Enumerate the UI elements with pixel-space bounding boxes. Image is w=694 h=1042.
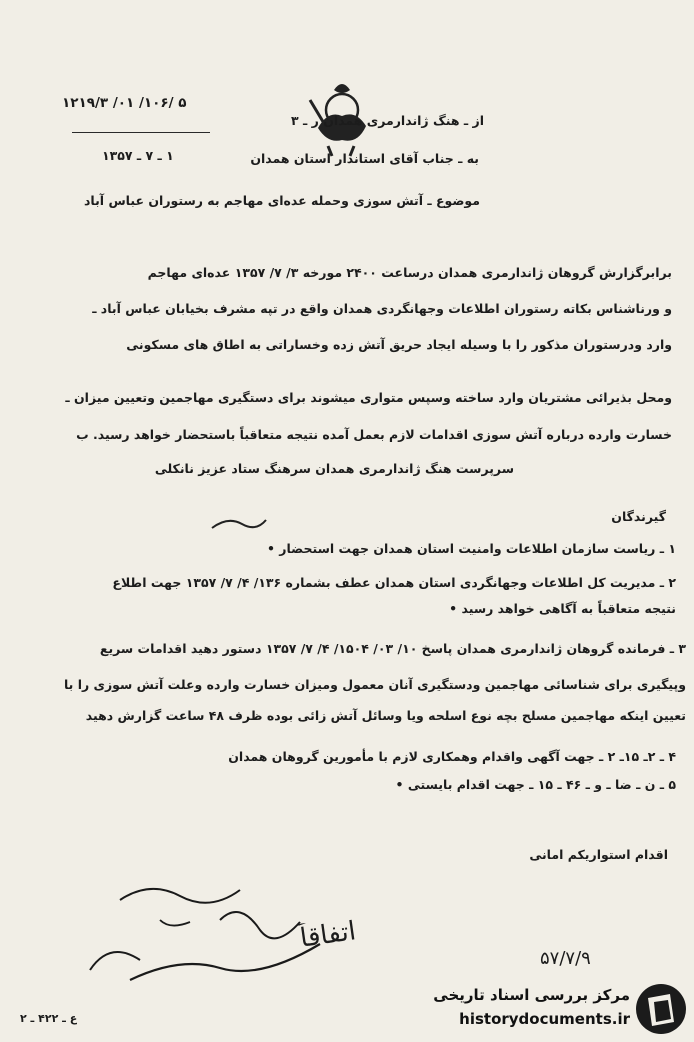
recipient-item-2: ۲ ـ مدیریت کل اطلاعات وجهانگردی استان همدان عطف بشماره ۱۳۶/ ۴/ ۷/ ۱۳۵۷ جهت اطلاع xyxy=(112,575,676,590)
handwritten-date: ۵۷/۷/۹ xyxy=(540,948,591,969)
document-date: ۱ ـ ۷ ـ ۱۳۵۷ xyxy=(102,148,174,163)
sender-line: از ـ هنگ ژاندارمری همدان ر ـ ۳ xyxy=(291,113,484,128)
handwritten-note: اتفاقاً xyxy=(298,916,358,954)
recipient-item-2-cont: نتیجه متعاقباً به آگاهی خواهد رسید • xyxy=(449,601,676,616)
divider xyxy=(72,132,210,133)
body-line-1: برابرگزارش گروهان ژاندارمری همدان درساعت ۲۴۰۰ مورخه ۳/ ۷/ ۱۳۵۷ عده‌ای مهاجم xyxy=(147,265,672,280)
subject-line: موضوع ـ آتش سوزی وحمله عده‌ای مهاجم به رستوران عباس آباد xyxy=(84,193,480,208)
body-line-4: ومحل بذیرائی مشتریان وارد ساخته وسپس متواری میشوند برای دستگیری مهاجمین وتعیین میزان ـ xyxy=(65,390,672,405)
body-line-3: وارد ودرستوران مذکور را با وسیله ایجاد حریق آتش زده وخساراتی به اطاق های مسکونی xyxy=(126,337,672,352)
recipient-line: به ـ جناب آقای استاندار استان همدان xyxy=(250,151,479,166)
handwritten-mark xyxy=(208,510,268,536)
signoff-line: سرپرست هنگ ژاندارمری همدان سرهنگ ستاد عزیز نانکلی xyxy=(154,461,514,476)
recipient-item-4: ۴ ـ ۲ـ ۱۵ـ ۲ ـ جهت آگهی واقدام وهمکاری لازم با مأمورین گروهان همدان xyxy=(228,749,676,764)
recipient-item-3-cont-2: تعیین اینکه مهاجمین مسلح بچه نوع اسلحه ویا وسائل آتش زائی بوده ظرف ۴۸ ساعت گزارش دهید xyxy=(85,708,686,723)
bottom-code: ع ـ ۴۲۲ ـ ۲ xyxy=(20,1012,78,1025)
recipient-item-1: ۱ ـ ریاست سازمان اطلاعات وامنیت استان همدان جهت استحضار • xyxy=(266,541,676,556)
body-line-2: و ورناشناس بکاته رستوران اطلاعات وجهانگردی همدان واقع در تپه مشرف بخیابان عباس آباد ـ xyxy=(92,301,672,316)
recipients-title: گیرندگان xyxy=(611,509,666,524)
watermark-org: مرکز بررسی اسناد تاریخی xyxy=(433,986,630,1004)
recipient-item-3: ۳ ـ فرمانده گروهان ژاندارمری همدان پاسخ ۱۰/ ۰۳/ ۱۵۰۴/ ۴/ ۷/ ۱۳۵۷ دستور دهید اقدامات سریع xyxy=(99,641,686,656)
archive-logo-icon xyxy=(634,982,688,1036)
recipient-item-5: ۵ ـ ن ـ ضا ـ و ـ ۴۶ ـ ۱۵ ـ جهت اقدام بایستی • xyxy=(395,777,676,792)
watermark-url: historydocuments.ir xyxy=(459,1010,630,1028)
action-line: اقدام استواریکم امانی xyxy=(529,847,668,862)
body-line-5: خسارت وارده درباره آتش سوزی اقدامات لازم بعمل آمده نتیجه متعاقباً باستحضار خواهد رسید. ب xyxy=(76,427,672,442)
recipient-item-3-cont-1: وپیگیری برای شناسائی مهاجمین ودستگیری آنان معمول ومیزان خسارت وارده وعلت آتش سوزی را با xyxy=(63,677,686,692)
ref-number: ۵ /۱۰۶/ ۰۱/ ۱۲۱۹/۳ xyxy=(62,95,187,111)
archive-watermark xyxy=(402,982,692,1038)
